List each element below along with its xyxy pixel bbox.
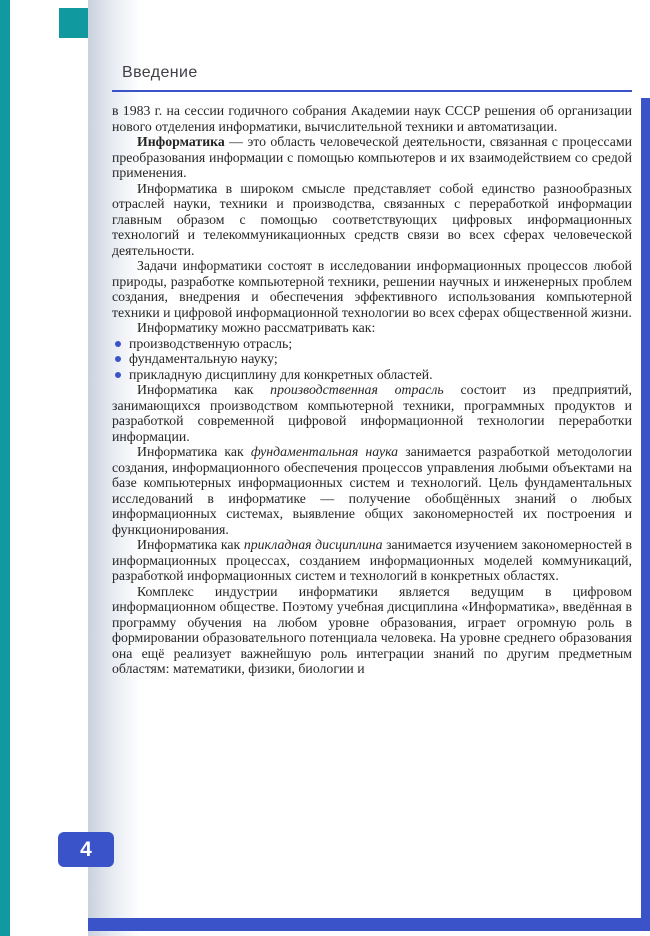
term-italic: прикладная дисциплина — [243, 537, 383, 552]
page-number-tab — [58, 832, 114, 867]
paragraph-text: занимается изучением закономерностей в информационных процессах, созданием информационных моделей коммуникаций, разработкой информационных систем и технологий в конкретных областях. — [112, 537, 632, 583]
paragraph-text: Комплекс индустрии информатики является ведущим в цифровом информационном обществе. Поэтому учебная дисциплина «Информатика», введённая в программу обучения на любом уровне образования, играет огромную роль в формировании образовательного потенциала человека. На уровне среднего образования она ещё реализует важнейшую роль интеграции знаний по другим предметным областям: математики, физики, биологии и — [112, 583, 632, 676]
term-italic: производственная отрасль — [270, 382, 444, 397]
paragraph — [112, 181, 632, 259]
header-rule — [112, 90, 632, 92]
paragraph — [112, 258, 632, 320]
list-item — [112, 351, 632, 367]
corner-square — [59, 8, 89, 38]
paragraph-text: состоит из предприятий, занимающихся производством компьютерной техники, программных продуктов и разработкой современной цифровой информационной технологии переработки информации. — [112, 382, 632, 444]
paragraph-text: Задачи информатики состоят в исследовании информационных процессов любой природы, разработке компьютерной техники, решении научных и инженерных проблем создания, внедрения и обеспечения эффективного использования компьютерной техники и цифровой информационной технологии во всех сферах общественной жизни. — [112, 258, 632, 320]
term-bold: Информатика — [137, 134, 225, 149]
paragraph — [112, 444, 632, 537]
bullet-list — [112, 336, 632, 383]
paragraph-text: в 1983 г. на сессии годичного собрания Академии наук СССР решения об организации нового отделения информатики, вычислительной техники и автоматизации. — [112, 103, 632, 134]
paragraph — [112, 103, 632, 134]
bullet-text: прикладную дисциплину для конкретных областей. — [129, 366, 433, 382]
paragraph — [112, 320, 632, 336]
page-number: 4 — [80, 837, 92, 861]
bottom-edge-bar — [88, 918, 650, 931]
section-header: Введение — [122, 64, 198, 81]
paragraph — [112, 382, 632, 444]
body-text — [112, 103, 632, 677]
paragraph-text: занимается разработкой методологии создания, информационного обеспечения процессов управления любыми объектами на базе компьютерных информационных систем и технологий. Цель фундаментальных исследований в информатике — получение обобщённых знаний о любых информационных системах, выявление общих закономерностей их построения и функционирования. — [112, 444, 632, 537]
list-item — [112, 367, 632, 383]
paragraph-text: Информатика как — [137, 382, 271, 397]
right-edge-bar — [641, 98, 650, 931]
bullet-dot-icon — [115, 341, 121, 347]
paragraph — [112, 537, 632, 584]
bullet-dot-icon — [115, 356, 121, 362]
bullet-dot-icon — [115, 372, 121, 378]
list-item — [112, 336, 632, 352]
left-edge-bar — [0, 0, 10, 936]
bullet-text: производственную отрасль; — [129, 335, 293, 351]
bullet-text: фундаментальную науку; — [129, 351, 278, 366]
paragraph-text: Информатику можно рассматривать как: — [137, 320, 376, 335]
paragraph-text: — это область человеческой деятельности, связанная с процессами преобразования информации с помощью компьютеров и их взаимодействием со средой применения. — [112, 134, 632, 180]
term-italic: фундаментальная наука — [250, 444, 399, 459]
paragraph-text: Информатика как — [137, 537, 244, 552]
paragraph-text: Информатика как — [137, 444, 251, 459]
paragraph-text: Информатика в широком смысле представляет собой единство разнообразных отраслей науки, техники и производства, связанных с переработкой информации главным образом с помощью соответствующих цифровых информационных технологий и телекоммуникационных средств связи во всех сферах человеческой деятельности. — [112, 180, 632, 258]
paragraph — [112, 134, 632, 181]
paragraph — [112, 584, 632, 677]
